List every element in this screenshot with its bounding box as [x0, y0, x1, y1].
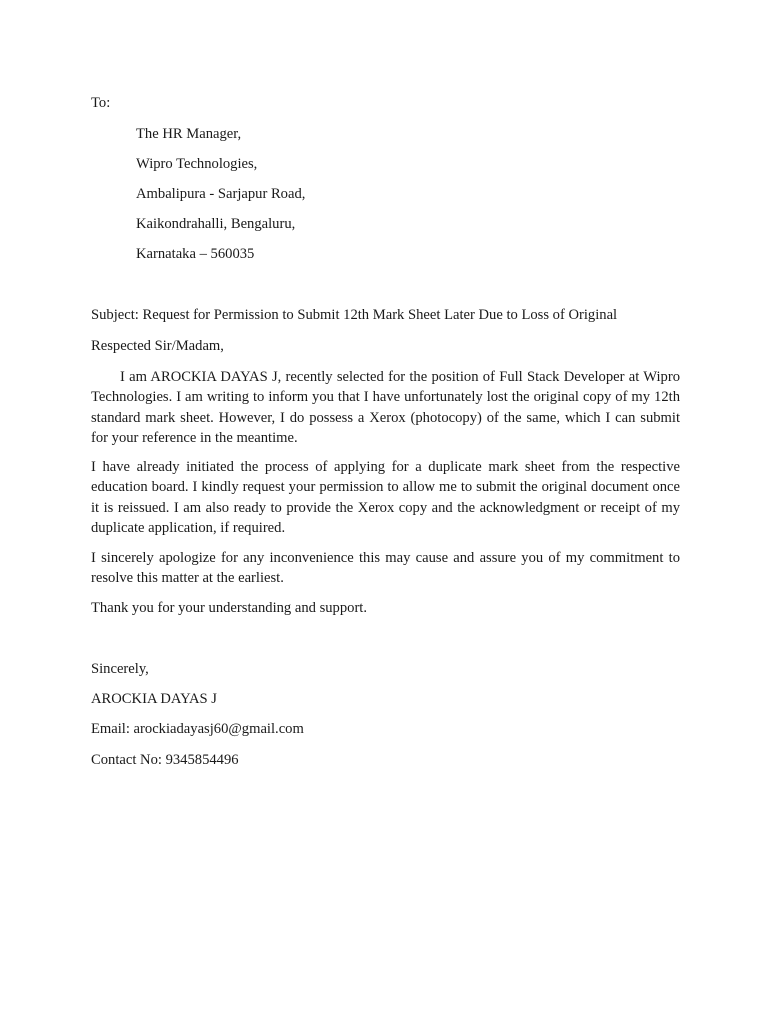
salutation: Respected Sir/Madam,	[91, 338, 224, 354]
address-line: Karnataka – 560035	[136, 246, 255, 262]
body-paragraph: I sincerely apologize for any inconvenience this may cause and assure you of my commitment to resolve this matter at the earliest.	[91, 550, 680, 587]
address-line: Wipro Technologies,	[136, 156, 258, 172]
address-line: Ambalipura - Sarjapur Road,	[136, 186, 306, 202]
subject-line: Subject: Request for Permission to Submit 12th Mark Sheet Later Due to Loss of Original	[91, 307, 618, 323]
body-paragraph: Thank you for your understanding and support.	[91, 600, 368, 616]
sender-contact: Contact No: 9345854496	[91, 752, 239, 768]
sender-name: AROCKIA DAYAS J	[91, 691, 217, 707]
address-line: The HR Manager,	[136, 126, 242, 142]
body-paragraph: I am AROCKIA DAYAS J, recently selected for the position of Full Stack Developer at Wipro Technologies. I am writing to inform you that I have unfortunately lost the original copy of my 12th standard mark sheet. However, I do possess a Xerox (photocopy) of the same, which I can submit for your reference in the meantime.	[91, 369, 680, 447]
address-line: Kaikondrahalli, Bengaluru,	[136, 216, 296, 232]
body-paragraph: I have already initiated the process of applying for a duplicate mark sheet from the respective education board. I kindly request your permission to allow me to submit the original document once it is reissued. I am also ready to provide the Xerox copy and the acknowledgment or receipt of my duplicate application, if required.	[91, 459, 680, 537]
sender-email: Email: arockiadayasj60@gmail.com	[91, 721, 304, 737]
to-label: To:	[91, 95, 111, 111]
closing: Sincerely,	[91, 661, 149, 677]
